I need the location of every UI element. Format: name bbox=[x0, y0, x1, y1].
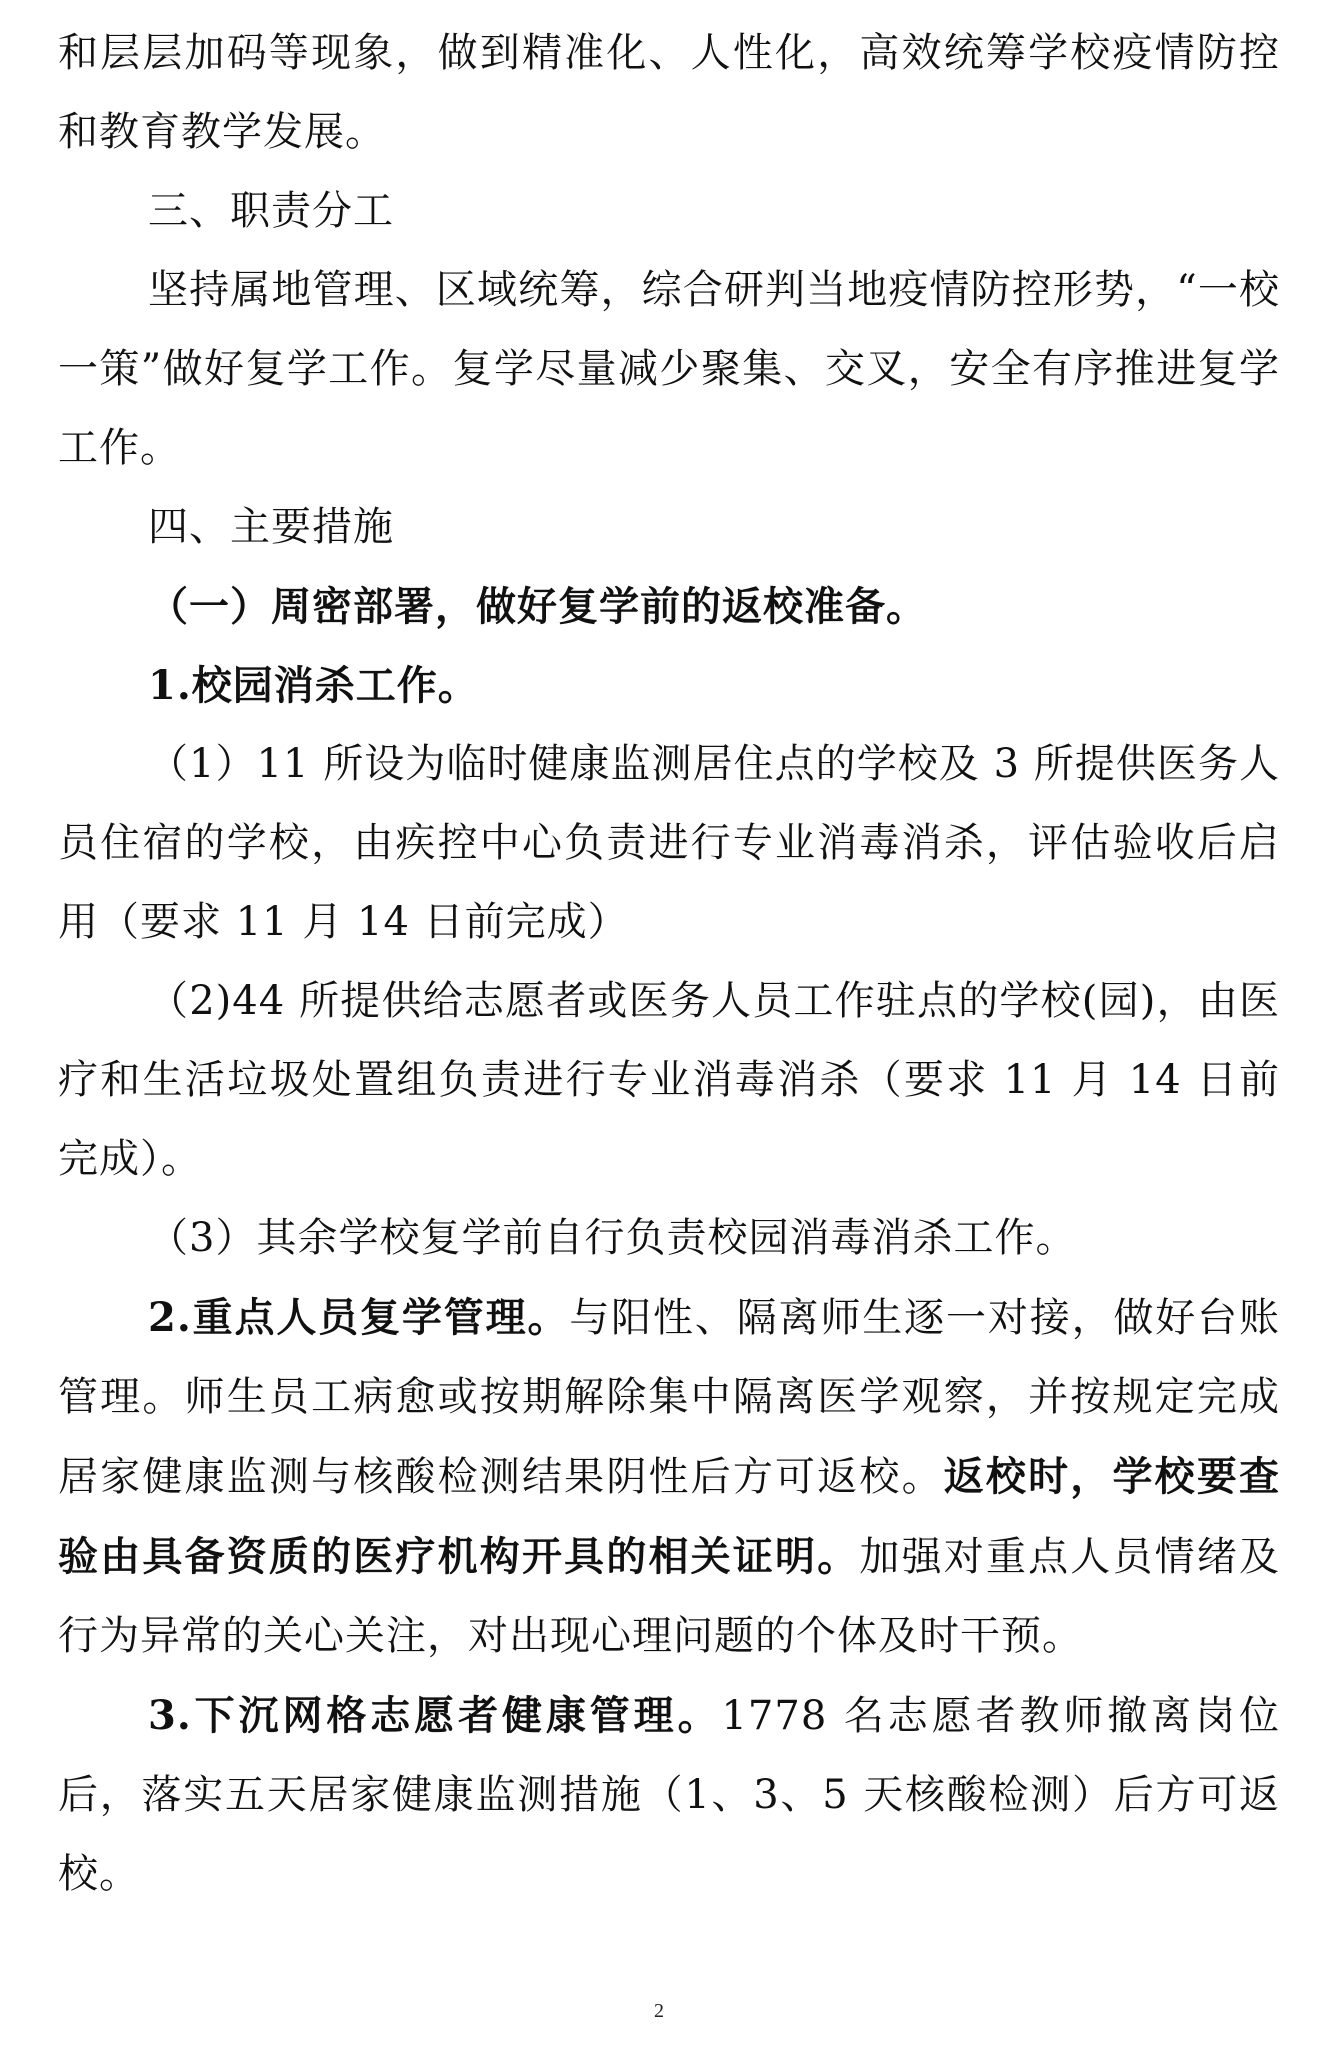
paragraph-disinfection-2: （2)44 所提供给志愿者或医务人员工作驻点的学校(园)，由医疗和生活垃圾处置组负责进行专业消毒消杀（要求 11 月 14 日前完成）。 bbox=[58, 978, 1280, 1182]
paragraph-disinfection-3: （3）其余学校复学前自行负责校园消毒消杀工作。 bbox=[148, 1215, 1077, 1261]
subsection-heading-preparation: （一）周密部署，做好复学前的返校准备。 bbox=[148, 583, 927, 630]
paragraph-responsibilities: 坚持属地管理、区域统筹，综合研判当地疫情防控形势，“一校一策”做好复学工作。复学尽量减少聚集、交叉，安全有序推进复学工作。 bbox=[58, 267, 1280, 471]
item-heading-disinfection: 1.校园消杀工作。 bbox=[148, 662, 479, 709]
document-body bbox=[58, 14, 1280, 1914]
key-personnel-heading: 2.重点人员复学管理。 bbox=[148, 1294, 570, 1341]
section-heading-responsibilities: 三、职责分工 bbox=[148, 188, 394, 234]
paragraph-disinfection-1: （1）11 所设为临时健康监测居住点的学校及 3 所提供医务人员住宿的学校，由疾控中心负责进行专业消毒消杀，评估验收后启用（要求 11 月 14 日前完成） bbox=[58, 741, 1280, 945]
key-personnel-emphasis: 返校时，学校要查验由具备资质的医疗机构开具的相关证明。 bbox=[58, 1453, 1281, 1580]
page-number: 2 bbox=[654, 2000, 664, 2022]
key-personnel-text-1: 与阳性、隔离师生逐一对接，做好台账管理。师生员工病愈或按期解除集中隔离医学观察，并按规定完成居家健康监测与核酸检测结果阴性后方可返校。 bbox=[58, 1295, 1280, 1500]
volunteers-text: 1778 名志愿者教师撤离岗位后，落实五天居家健康监测措施（1、3、5 天核酸检测）后方可返校。 bbox=[58, 1693, 1280, 1897]
paragraph-volunteers bbox=[58, 1676, 1280, 1914]
key-personnel-text-2: 加强对重点人员情绪及行为异常的关心关注，对出现心理问题的个体及时干预。 bbox=[58, 1534, 1281, 1659]
paragraph-intro-continuation: 和层层加码等现象，做到精准化、人性化，高效统筹学校疫情防控和教育教学发展。 bbox=[58, 30, 1280, 155]
section-heading-measures: 四、主要措施 bbox=[148, 504, 394, 550]
paragraph-key-personnel bbox=[58, 1278, 1280, 1676]
volunteers-heading: 3.下沉网格志愿者健康管理。 bbox=[148, 1692, 722, 1739]
